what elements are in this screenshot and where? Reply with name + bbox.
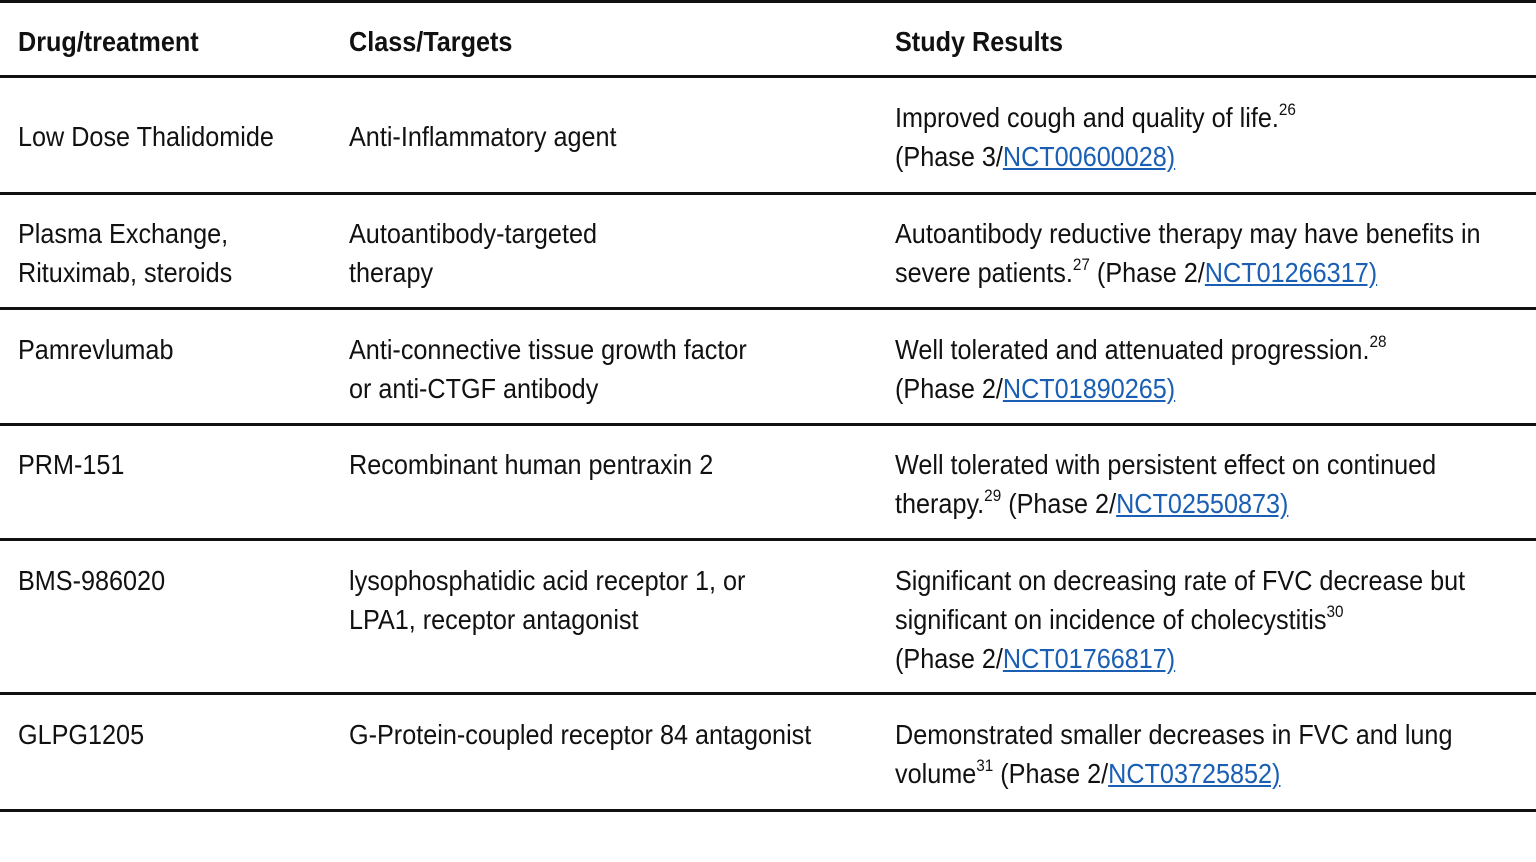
class-line: lysophosphatidic acid receptor 1, or (349, 565, 746, 596)
results-text: severe patients. (895, 257, 1073, 288)
nct-link[interactable]: NCT01766817) (1002, 643, 1176, 674)
header-drug-treatment: Drug/treatment (18, 26, 199, 57)
phase-label: (Phase 2/ (993, 758, 1109, 789)
nct-link[interactable]: NCT00600028) (1002, 141, 1176, 172)
phase-label: (Phase 2/ (1001, 488, 1117, 519)
results-text: Autoantibody reductive therapy may have benefits in (895, 218, 1481, 249)
results-cell (895, 561, 1465, 678)
results-text: Well tolerated with persistent effect on continued (895, 449, 1437, 480)
class-cell (349, 715, 811, 754)
citation-superscript: 28 (1369, 331, 1387, 351)
drug-line: Rituximab, steroids (18, 257, 233, 288)
table-top-rule (0, 0, 1536, 3)
class-line: LPA1, receptor antagonist (349, 604, 639, 635)
class-cell (349, 117, 617, 156)
results-text: Significant on decreasing rate of FVC decrease but (895, 565, 1466, 596)
class-line: or anti-CTGF antibody (349, 373, 599, 404)
class-cell (349, 214, 597, 292)
phase-label: (Phase 2/ (1089, 257, 1205, 288)
row-divider (0, 307, 1536, 310)
results-text: volume (895, 758, 977, 789)
drug-line: BMS-986020 (18, 565, 166, 596)
nct-link[interactable]: NCT03725852) (1108, 758, 1281, 789)
class-line: Anti-Inflammatory agent (349, 121, 617, 152)
drug-line: Low Dose Thalidomide (18, 121, 274, 152)
header-class-targets: Class/Targets (349, 26, 513, 57)
citation-superscript: 27 (1072, 254, 1090, 274)
drug-line: Pamrevlumab (18, 334, 174, 365)
drug-line: PRM-151 (18, 449, 125, 480)
header-study-results: Study Results (895, 26, 1064, 57)
row-divider (0, 192, 1536, 195)
results-text: therapy. (895, 488, 985, 519)
phase-label: (Phase 2/ (895, 373, 1003, 404)
class-line: Autoantibody-targeted (349, 218, 597, 249)
row-divider (0, 692, 1536, 695)
drug-line: GLPG1205 (18, 719, 145, 750)
results-cell (895, 214, 1481, 292)
class-line: Recombinant human pentraxin 2 (349, 449, 714, 480)
header-bottom-rule (0, 75, 1536, 78)
results-text: Improved cough and quality of life. (895, 102, 1279, 133)
results-cell (895, 445, 1436, 523)
results-cell (895, 330, 1386, 408)
results-cell (895, 715, 1452, 793)
class-line: G-Protein-coupled receptor 84 antagonist (349, 719, 812, 750)
class-cell (349, 561, 745, 639)
results-text: Well tolerated and attenuated progression. (895, 334, 1370, 365)
citation-superscript: 31 (976, 755, 994, 775)
drug-line: Plasma Exchange, (18, 218, 229, 249)
drug-cell (18, 330, 173, 369)
nct-link[interactable]: NCT02550873) (1116, 488, 1289, 519)
row-divider (0, 538, 1536, 541)
nct-link[interactable]: NCT01266317) (1204, 257, 1378, 288)
class-line: therapy (349, 257, 434, 288)
drug-cell (18, 445, 124, 484)
drug-cell (18, 214, 232, 292)
drug-cell (18, 561, 165, 600)
results-text: Demonstrated smaller decreases in FVC and lung (895, 719, 1453, 750)
nct-link[interactable]: NCT01890265) (1002, 373, 1176, 404)
citation-superscript: 26 (1278, 99, 1296, 119)
results-cell (895, 98, 1296, 176)
row-divider (0, 423, 1536, 426)
class-line: Anti-connective tissue growth factor (349, 334, 747, 365)
citation-superscript: 29 (984, 485, 1002, 505)
results-text: significant on incidence of cholecystitis (895, 604, 1327, 635)
drug-cell (18, 117, 274, 156)
class-cell (349, 445, 713, 484)
phase-label: (Phase 2/ (895, 643, 1003, 674)
citation-superscript: 30 (1326, 601, 1344, 621)
class-cell (349, 330, 747, 408)
table-bottom-rule (0, 809, 1536, 812)
phase-label: (Phase 3/ (895, 141, 1003, 172)
drug-cell (18, 715, 144, 754)
